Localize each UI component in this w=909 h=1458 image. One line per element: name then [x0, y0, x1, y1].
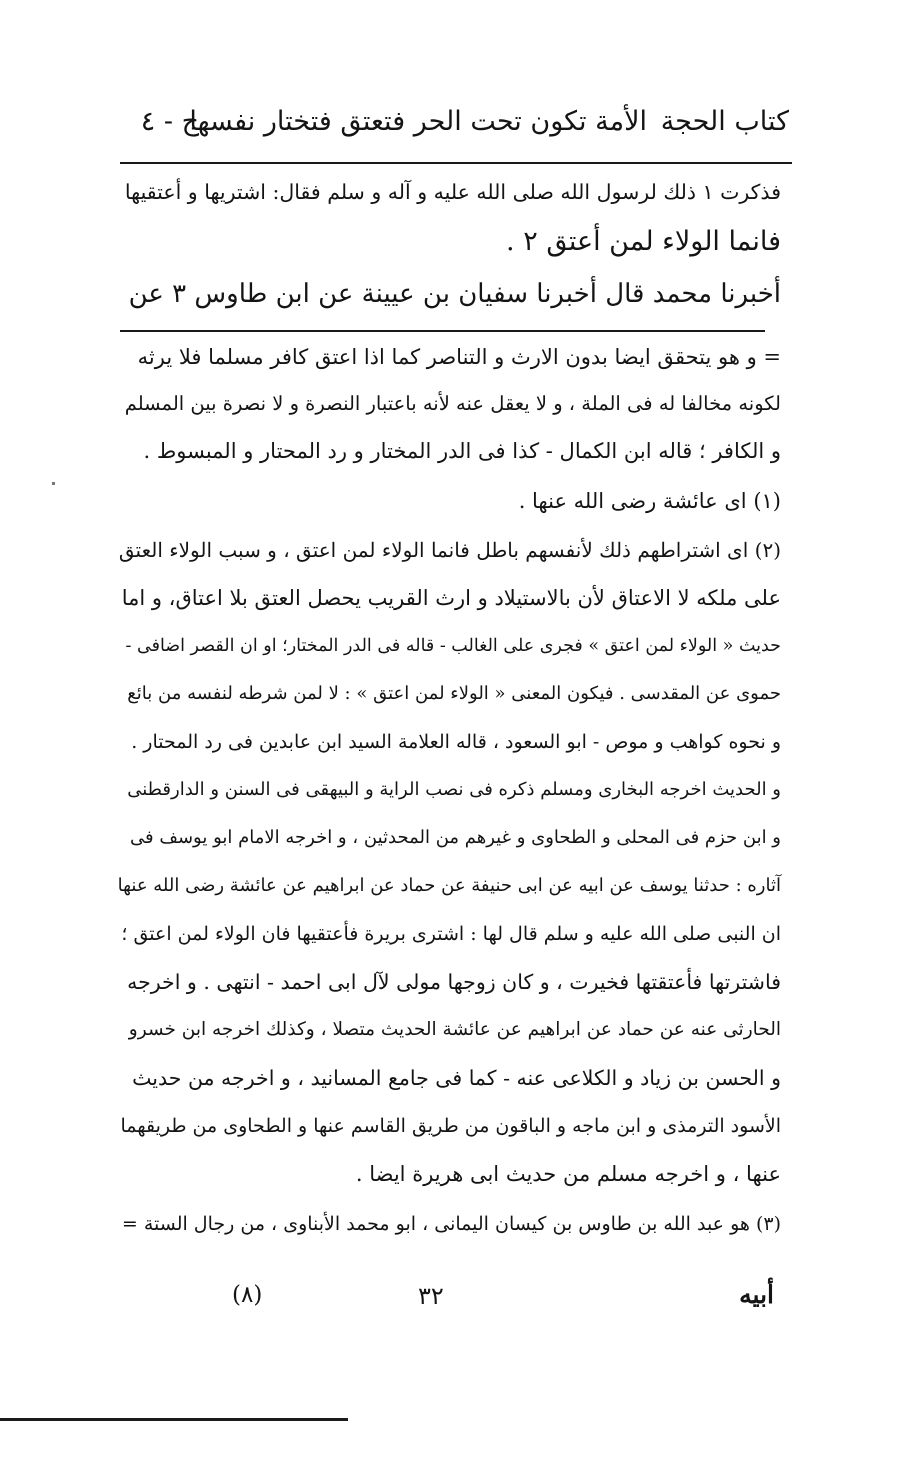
footnote-line-5: (٢) اى اشتراطهم ذلك لأنفسهم باطل فانما الولاء لمن اعتق ، و سبب الولاء العتق — [118, 538, 781, 562]
footnote-line-2: لكونه مخالفا له فى الملة ، و لا يعقل عنه لأنه باعتبار النصرة و لا نصرة بين المسلم — [124, 392, 781, 415]
page-number: ٣٢ — [418, 1282, 444, 1310]
footnote-line-18: عنها ، و اخرجه مسلم من حديث ابى هريرة ايضا . — [355, 1162, 781, 1186]
catchword: أبيه — [739, 1280, 774, 1309]
volume-number: ج - ٤ — [140, 106, 199, 137]
footnote-line-11: و ابن حزم فى المحلى و الطحاوى و غيرهم من المحدثين ، و اخرجه الامام ابو يوسف فى — [130, 827, 781, 848]
header-rule — [120, 162, 792, 164]
footnote-line-4: (١) اى عائشة رضى الله عنها . — [518, 489, 781, 513]
footnote-separator — [120, 330, 765, 332]
footnote-line-16: و الحسن بن زياد و الكلاعى عنه - كما فى جامع المسانيد ، و اخرجه من حديث — [132, 1066, 781, 1090]
running-header — [0, 100, 909, 144]
footnote-line-1: = و هو يتحقق ايضا بدون الارث و التناصر كما اذا اعتق كافر مسلما فلا يرثه — [137, 345, 781, 369]
footnote-line-17: الأسود الترمذى و ابن ماجه و الباقون من طريق القاسم عنها و الطحاوى من طريقهما — [120, 1115, 781, 1137]
main-line-3: أخبرنا محمد قال أخبرنا سفيان بن عيينة عن ابن طاوس ٣ عن — [128, 279, 781, 309]
signature-mark: (٨) — [232, 1282, 263, 1308]
footnote-line-8: حموى عن المقدسى . فيكون المعنى « الولاء لمن اعتق » : لا لمن شرطه لنفسه من بائع — [127, 683, 781, 704]
footnote-line-12: آثاره : حدثنا يوسف عن ابيه عن ابى حنيفة عن حماد عن ابراهيم عن عائشة رضى الله عنها — [117, 875, 781, 896]
footnote-line-10: و الحديث اخرجه البخارى ومسلم ذكره فى نصب الراية و البيهقى فى السنن و الدارقطنى — [127, 779, 781, 800]
chapter-title: الأمة تكون تحت الحر فتعتق فتختار نفسها — [189, 106, 647, 137]
book-title: كتاب الحجة — [660, 106, 789, 137]
footnote-line-15: الحارثى عنه عن حماد عن ابراهيم عن عائشة الحديث متصلا ، وكذلك اخرجه ابن خسرو — [128, 1019, 781, 1040]
footnote-line-6: على ملكه لا الاعتاق لأن بالاستيلاد و ارث القريب يحصل العتق بلا اعتاق، و اما — [121, 586, 781, 610]
footnote-line-19: (٣) هو عبد الله بن طاوس بن كيسان اليمانى ، ابو محمد الأبناوى ، من رجال الستة = — [121, 1213, 781, 1235]
footnote-line-13: ان النبى صلى الله عليه و سلم قال لها : اشترى بريرة فأعتقيها فان الولاء لمن اعتق ؛ — [121, 923, 781, 945]
footnote-line-3: و الكافر ؛ قاله ابن الكمال - كذا فى الدر المختار و رد المحتار و المبسوط . — [143, 439, 781, 463]
footnote-line-14: فاشترتها فأعتقتها فخيرت ، و كان زوجها مولى لآل ابى احمد - انتهى . و اخرجه — [127, 970, 781, 994]
footnote-line-9: و نحوه كواهب و موص - ابو السعود ، قاله العلامة السيد ابن عابدين فى رد المحتار . — [131, 731, 781, 753]
footnote-line-7: حديث « الولاء لمن اعتق » فجرى على الغالب - قاله فى الدر المختار؛ او ان القصر اضافى - — [125, 636, 781, 656]
main-line-1: فذكرت ١ ذلك لرسول الله صلى الله عليه و آله و سلم فقال: اشتريها و أعتقيها — [124, 180, 781, 204]
bottom-edge-line — [0, 1418, 348, 1421]
scan-speck — [52, 482, 55, 485]
main-line-2: فانما الولاء لمن أعتق ٢ . — [506, 226, 781, 257]
